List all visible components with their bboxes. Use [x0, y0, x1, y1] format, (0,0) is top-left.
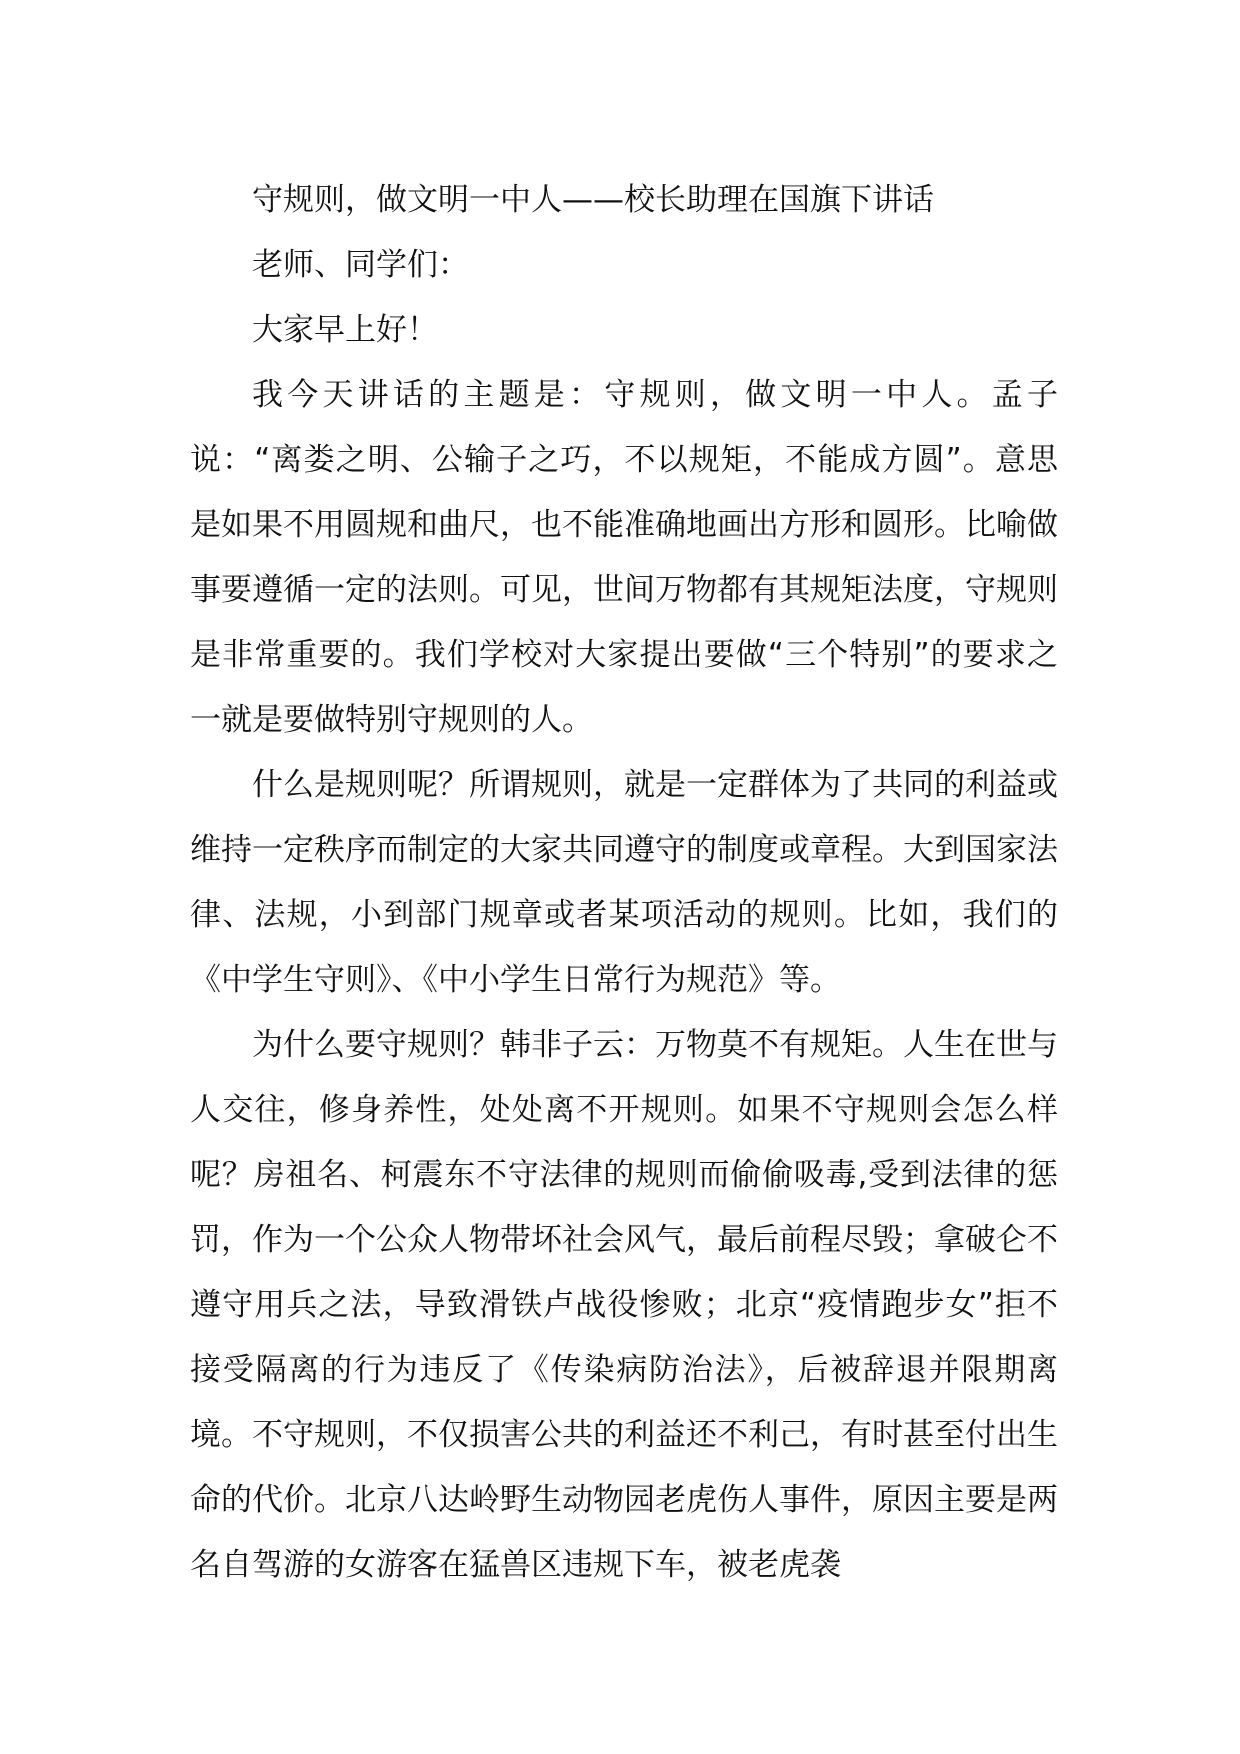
- document-body: [190, 168, 1058, 1598]
- document-title: 守规则，做文明一中人——校长助理在国旗下讲话: [252, 182, 934, 218]
- greeting: 老师、同学们：: [252, 247, 469, 283]
- salutation: 大家早上好！: [252, 312, 438, 348]
- paragraph-what-are-rules: 什么是规则呢？所谓规则，就是一定群体为了共同的利益或维持一定秩序而制定的大家共同遵守的制度或章程。大到国家法律、法规，小到部门规章或者某项活动的规则。比如，我们的《中学生守则》、《中小学生日常行为规范》等。: [190, 767, 1058, 998]
- paragraph-why-follow-rules: 为什么要守规则？韩非子云：万物莫不有规矩。人生在世与人交往，修身养性，处处离不开规则。如果不守规则会怎么样呢？房祖名、柯震东不守法律的规则而偷偷吸毒,受到法律的惩罚，作为一个公众人物带坏社会风气，最后前程尽毁；拿破仑不遵守用兵之法，导致滑铁卢战役惨败；北京“疫情跑步女”拒不接受隔离的行为违反了《传染病防治法》，后被辞退并限期离境。不守规则，不仅损害公共的利益还不利己，有时甚至付出生命的代价。北京八达岭野生动物园老虎伤人事件，原因主要是两名自驾游的女游客在猛兽区违规下车，被老虎袭: [190, 1027, 1058, 1583]
- paragraph-intro: 我今天讲话的主题是：守规则，做文明一中人。孟子说：“离娄之明、公输子之巧，不以规矩，不能成方圆”。意思是如果不用圆规和曲尺，也不能准确地画出方形和圆形。比喻做事要遵循一定的法则。可见，世间万物都有其规矩法度，守规则是非常重要的。我们学校对大家提出要做“三个特别”的要求之一就是要做特别守规则的人。: [190, 377, 1058, 738]
